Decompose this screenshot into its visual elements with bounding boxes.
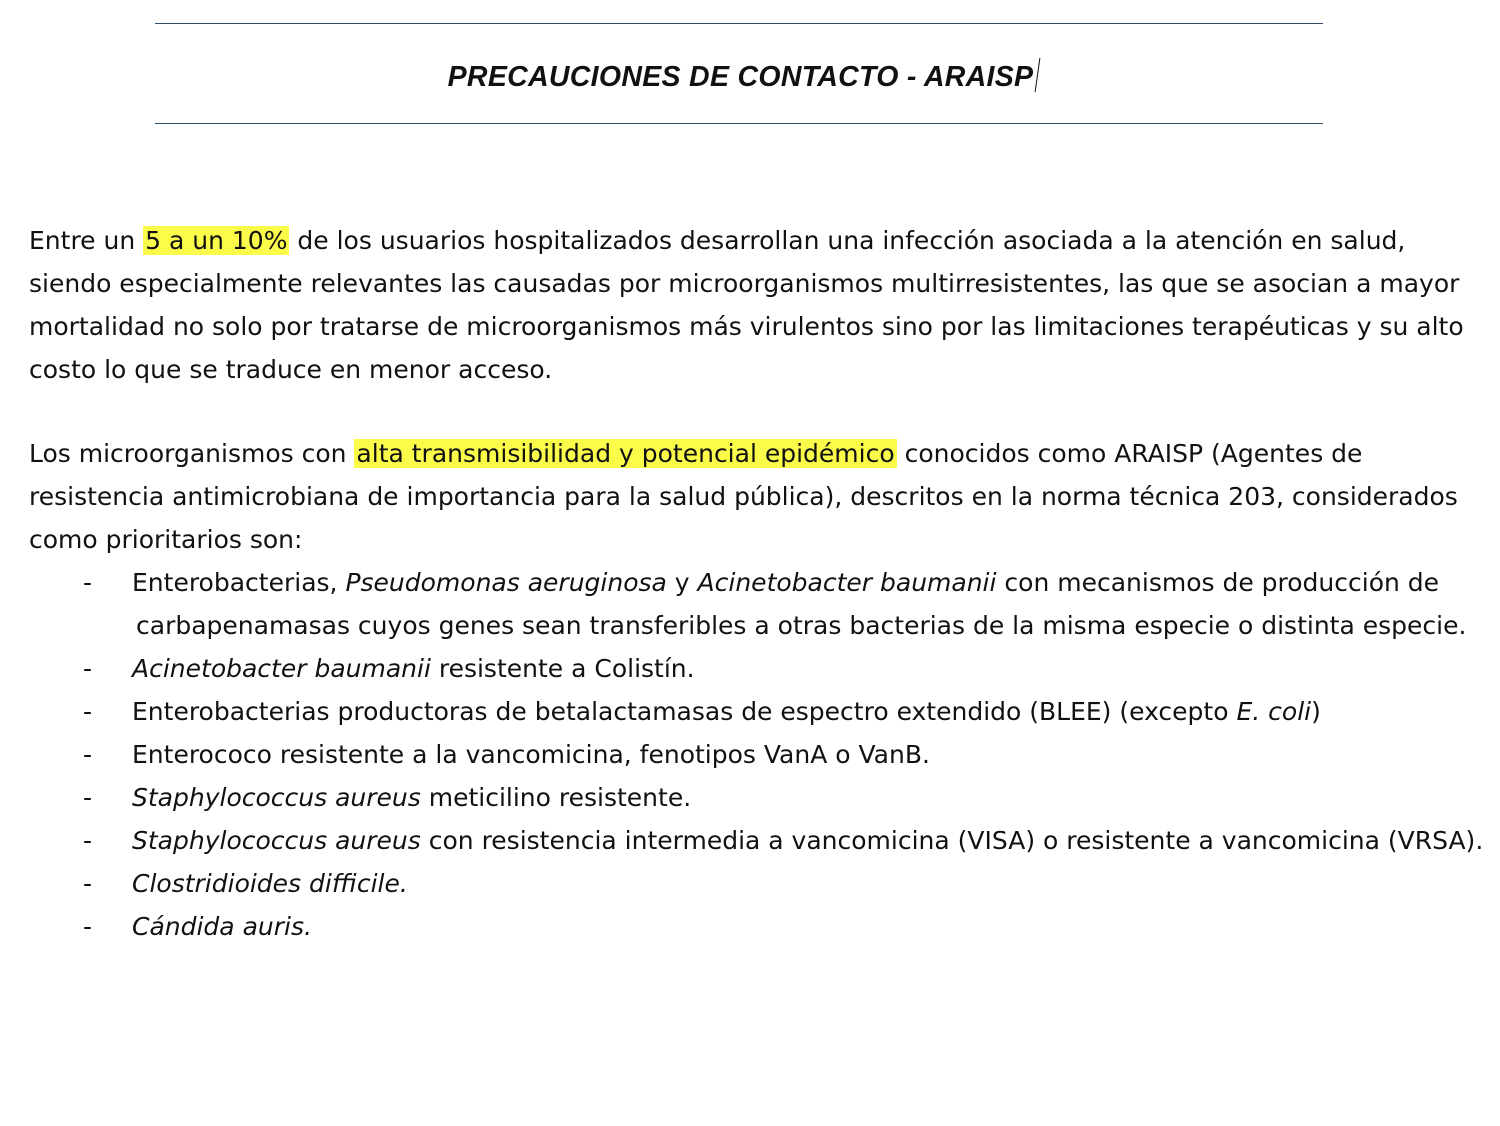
- list-item: [29, 862, 1489, 905]
- paragraph-infection-rate: [29, 219, 1489, 391]
- list-item: [29, 819, 1489, 862]
- highlight-percentage: 5 a un 10%: [145, 226, 288, 255]
- item-species: Acinetobacter baumanii: [697, 568, 997, 597]
- list-bullet: -: [83, 783, 93, 812]
- list-bullet: -: [83, 740, 93, 769]
- item-species: Pseudomonas aeruginosa: [345, 568, 667, 597]
- paragraph1-text-start: Entre un: [29, 226, 144, 255]
- list-bullet: -: [83, 568, 93, 597]
- item-species: E. coli: [1236, 697, 1312, 726]
- paragraph-araisp-intro: [29, 432, 1489, 561]
- list-item: [29, 733, 1489, 776]
- paragraph1-text-end: de los usuarios hospitalizados desarrollan una infección asociada a la atención en salud, siendo especialmente relevantes las causadas por microorganismos multirresistentes, las que se asocian a mayor mortalidad no solo por tratarse de microorganismos más virulentos sino por las limitaciones terapéuticas y su alto costo lo que se traduce en menor acceso.: [29, 226, 1464, 384]
- document-title: PRECAUCIONES DE CONTACTO - ARAISP: [447, 61, 1034, 93]
- list-bullet: -: [83, 912, 93, 941]
- list-bullet: -: [83, 654, 93, 683]
- header-top-rule: [155, 23, 1323, 24]
- item-text: meticilino resistente.: [420, 783, 692, 812]
- document-title-block: [0, 58, 1486, 96]
- item-species: Acinetobacter baumanii: [132, 654, 431, 683]
- list-bullet: -: [83, 869, 93, 898]
- text-cursor: [1035, 58, 1041, 92]
- item-text: ): [1311, 697, 1321, 726]
- list-item: [29, 561, 1489, 647]
- item-text: Enterobacterias,: [132, 568, 346, 597]
- item-text: con mecanismos de producción de carbapenamasas cuyos genes sean transferibles a otras bacterias de la misma especie o distinta especie.: [136, 568, 1467, 640]
- item-text: Enterococo resistente a la vancomicina, fenotipos VanA o VanB.: [132, 740, 930, 769]
- item-species: Cándida auris.: [132, 912, 312, 941]
- document-body: [29, 219, 1489, 948]
- item-species: Staphylococcus aureus: [132, 826, 421, 855]
- header-bottom-rule: [155, 123, 1323, 124]
- list-item: [29, 647, 1489, 690]
- highlight-transmissibility: alta transmisibilidad y potencial epidémico: [356, 439, 895, 468]
- paragraph2-text-start: Los microorganismos con: [29, 439, 355, 468]
- araisp-list: [29, 561, 1489, 948]
- item-text: y: [666, 568, 698, 597]
- list-bullet: -: [83, 697, 93, 726]
- list-item: [29, 690, 1489, 733]
- item-text: con resistencia intermedia a vancomicina (VISA) o resistente a vancomicina (VRSA).: [420, 826, 1484, 855]
- list-item: [29, 776, 1489, 819]
- item-text: Enterobacterias productoras de betalactamasas de espectro extendido (BLEE) (excepto: [132, 697, 1237, 726]
- paragraph2-text-end: conocidos como ARAISP (Agentes de resistencia antimicrobiana de importancia para la salud pública), descritos en la norma técnica 203, considerados como prioritarios son:: [29, 439, 1458, 554]
- item-text: resistente a Colistín.: [430, 654, 695, 683]
- list-item: [29, 905, 1489, 948]
- item-species: Staphylococcus aureus: [132, 783, 421, 812]
- item-species: Clostridioides difficile.: [132, 869, 408, 898]
- list-bullet: -: [83, 826, 93, 855]
